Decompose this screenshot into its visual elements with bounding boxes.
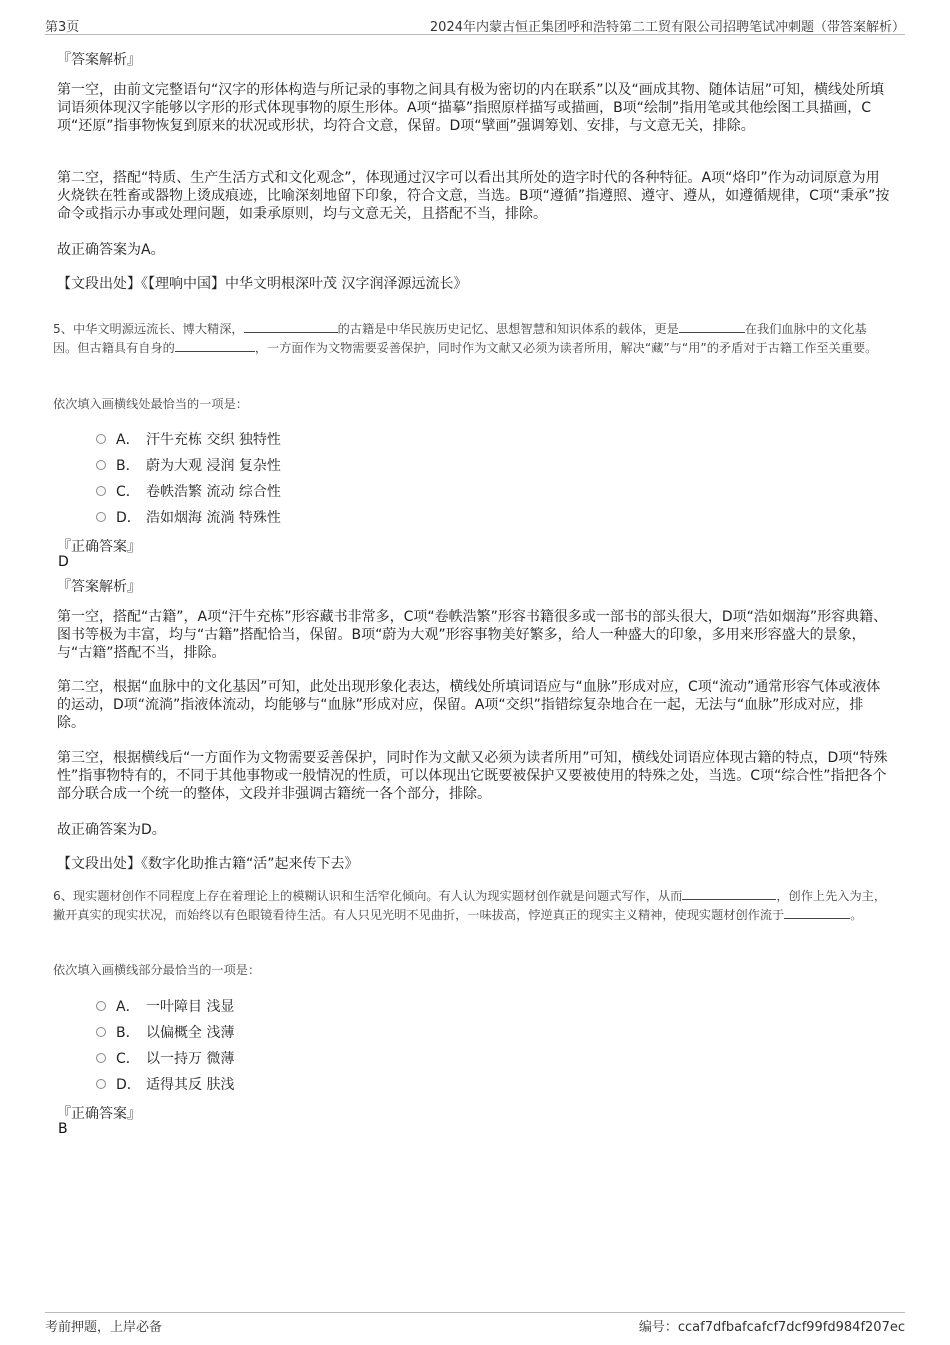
q6-stem: 6、现实题材创作不同程度上存在着理论上的模糊认识和生活窄化倾向。有人认为现实题材创作就是问题式写作，从而 ，创作上先入为主，撇开真实的现实状况，而始终以有色眼镜看待生活。有人只见光明不见曲折，一味拔高，悖逆真正的现实主义精神，使现实题材创作流于 。 bbox=[53, 889, 887, 922]
radio-icon[interactable] bbox=[96, 486, 106, 496]
q5-analysis-para-1: 第一空，搭配“古籍”，A项“汗牛充栋”形容藏书非常多，C项“卷帙浩繁”形容书籍很多或一部书的部头很大，D项“浩如烟海”形容典籍、图书等极为丰富，均与“古籍”搭配恰当，保留。B项“蔚为大观”形容事物美好繁多，给人一种盛大的印象，多用来形容盛大的景象，与“古籍”搭配不当，排除。 bbox=[57, 609, 888, 661]
q5-correct-answer: D bbox=[58, 554, 69, 570]
q5-stem: 5、中华文明源远流长、博大精深， 的古籍是中华民族历史记忆、思想智慧和知识体系的载体，更是 在我们血脉中的文化基因。但古籍具有自身的 ，一方面作为文物需要妥善保护，同时作为文献又必须为读者所用，解决“藏”与“用”的矛盾对于古籍工作至关重要。 bbox=[53, 322, 878, 355]
radio-icon[interactable] bbox=[96, 1001, 106, 1011]
q6-option-c[interactable]: C． 以一持万 微薄 bbox=[96, 1048, 234, 1068]
q5-source: 【文段出处】《数字化助推古籍“活”起来传下去》 bbox=[57, 856, 359, 872]
q5-correct-tag: 『正确答案』 bbox=[57, 539, 141, 555]
page-number: 第3页 bbox=[45, 20, 80, 35]
page-footer bbox=[45, 1312, 905, 1337]
q5-option-a[interactable]: A． 汗牛充栋 交织 独特性 bbox=[96, 429, 281, 449]
q4-analysis-para-2: 第二空，搭配“特质、生产生活方式和文化观念”，体现通过汉字可以看出其所处的造字时代的各种特征。A项“烙印”作为动词原意为用火烧铁在牲畜或器物上烫成痕迹，比喻深刻地留下印象，符合文意，当选。B项“遵循”指遵照、遵守、遵从，如遵循规律，C项“秉承”按命令或指示办事或处理问题，如秉承原则，均与文意无关，且搭配不当，排除。 bbox=[57, 170, 890, 222]
footer-slogan: 考前押题，上岸必备 bbox=[45, 1320, 163, 1335]
q5-blank-2 bbox=[679, 320, 745, 333]
q5-analysis-para-2: 第二空，根据“血脉中的文化基因”可知，此处出现形象化表达，横线处所填词语应与“血脉”形成对应，C项“流动”通常形容气体或液体的运动，D项“流淌”指液体流动，均能够与“血脉”形成对应，保留。A项“交织”指错综复杂地合在一起，无法与“血脉”形成对应，排除。 bbox=[57, 679, 881, 731]
radio-icon[interactable] bbox=[96, 460, 106, 470]
q5-blank-1 bbox=[244, 320, 338, 333]
q4-source: 【文段出处】《【理响中国】中华文明根深叶茂 汉字润泽源远流长》 bbox=[57, 276, 468, 292]
q4-conclusion: 故正确答案为A。 bbox=[57, 242, 165, 258]
q6-blank-2 bbox=[784, 906, 850, 919]
q6-correct-answer: B bbox=[58, 1121, 68, 1137]
q5-blank-3 bbox=[175, 339, 255, 352]
q5-prompt: 依次填入画横线处最恰当的一项是： bbox=[53, 397, 248, 411]
q5-option-c[interactable]: C． 卷帙浩繁 流动 综合性 bbox=[96, 481, 281, 501]
radio-icon[interactable] bbox=[96, 1053, 106, 1063]
q6-correct-tag: 『正确答案』 bbox=[57, 1106, 141, 1122]
q6-prompt: 依次填入画横线部分最恰当的一项是： bbox=[53, 963, 261, 977]
footer-id: 编号：ccaf7dfbafcafcf7dcf99fd984f207ec bbox=[638, 1320, 905, 1335]
q5-option-d[interactable]: D． 浩如烟海 流淌 特殊性 bbox=[96, 507, 281, 527]
q6-option-d[interactable]: D． 适得其反 肤浅 bbox=[96, 1074, 234, 1094]
q5-option-b[interactable]: B． 蔚为大观 浸润 复杂性 bbox=[96, 455, 281, 475]
radio-icon[interactable] bbox=[96, 512, 106, 522]
q6-option-a[interactable]: A． 一叶障目 浅显 bbox=[96, 996, 234, 1016]
q5-conclusion: 故正确答案为D。 bbox=[57, 822, 166, 838]
radio-icon[interactable] bbox=[96, 1027, 106, 1037]
q6-blank-1 bbox=[682, 887, 776, 900]
q4-analysis-para-1: 第一空，由前文完整语句“汉字的形体构造与所记录的事物之间具有极为密切的内在联系”以及“画成其物、随体诘屈”可知，横线处所填词语须体现汉字能够以字形的形式体现事物的原生形体。A项“描摹”指照原样描写或描画，B项“绘制”指用笔或其他绘图工具描画，C项“还原”指事物恢复到原来的状况或形状，均符合文意，保留。D项“擘画”强调筹划、安排，与文意无关，排除。 bbox=[57, 82, 885, 134]
radio-icon[interactable] bbox=[96, 434, 106, 444]
q5-analysis-tag: 『答案解析』 bbox=[57, 579, 141, 595]
radio-icon[interactable] bbox=[96, 1079, 106, 1089]
q6-option-b[interactable]: B． 以偏概全 浅薄 bbox=[96, 1022, 234, 1042]
q5-analysis-para-3: 第三空，根据横线后“一方面作为文物需要妥善保护，同时作为文献又必须为读者所用”可知，横线处词语应体现古籍的特点，D项“特殊性”指事物特有的，不同于其他事物或一般情况的性质，可以体现出它既要被保护又要被使用的特殊之处，当选。C项“综合性”指把各个部分联合成一个统一的整体，文段并非强调古籍统一各个部分，排除。 bbox=[57, 750, 888, 802]
q4-analysis-tag: 『答案解析』 bbox=[57, 52, 141, 68]
page-header bbox=[45, 14, 905, 35]
document-title: 2024年内蒙古恒正集团呼和浩特第二工贸有限公司招聘笔试冲刺题（带答案解析） bbox=[429, 20, 905, 35]
